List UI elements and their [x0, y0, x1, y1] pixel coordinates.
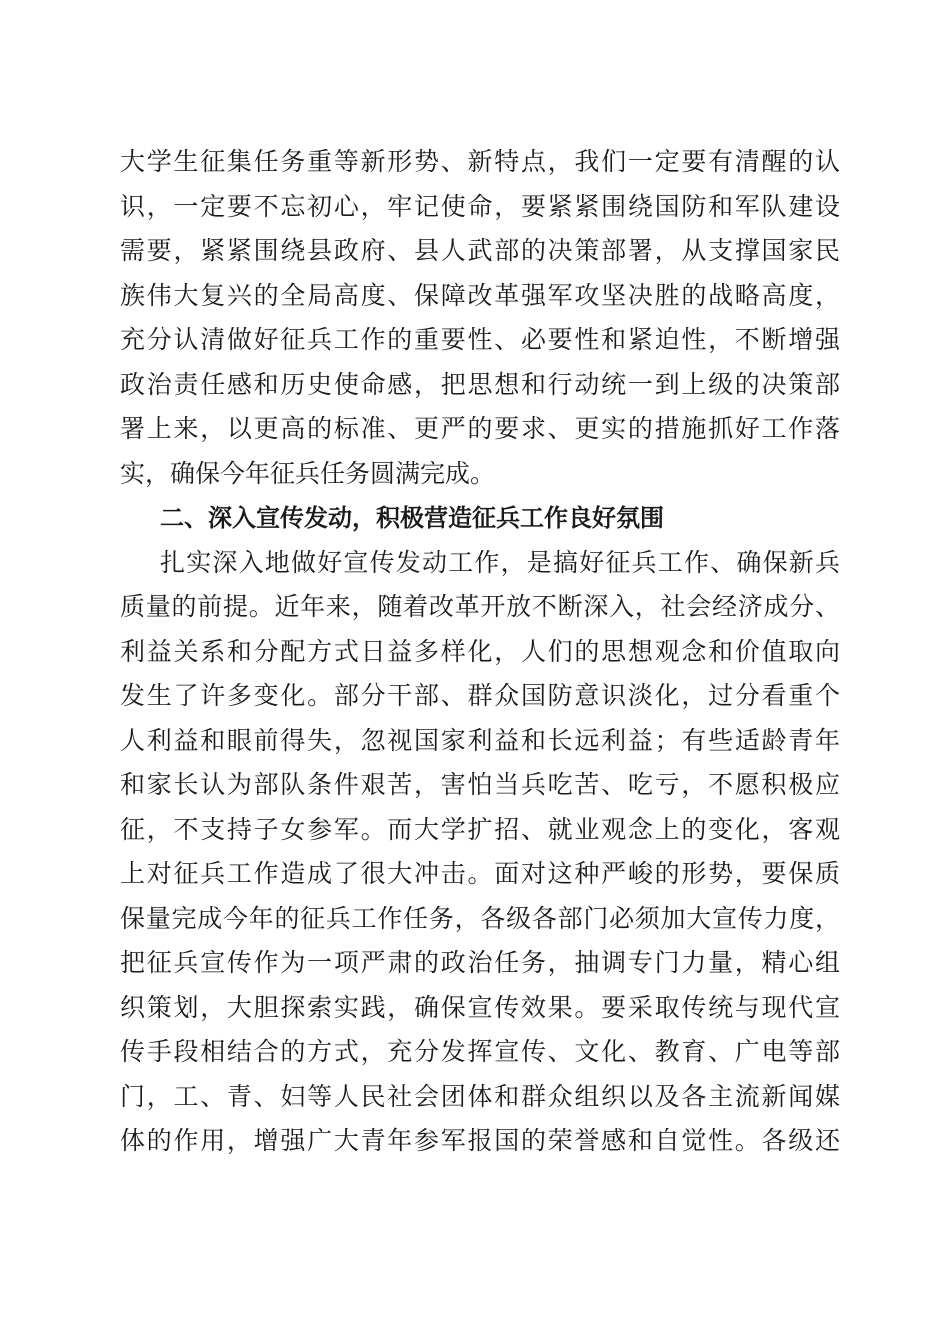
document-body [120, 140, 840, 1164]
paragraph-2-line: 保量完成今年的征兵工作任务，各级各部门必须加大宣传力度， [120, 903, 840, 933]
paragraph-2-line: 利益关系和分配方式日益多样化，人们的思想观念和价值取向 [120, 636, 840, 666]
paragraph-1-line: 大学生征集任务重等新形势、新特点，我们一定要有清醒的认 [120, 147, 840, 176]
paragraph-2-line: 体的作用，增强广大青年参军报国的荣誉感和自觉性。各级还 [120, 1126, 840, 1155]
paragraph-1-line: 需要，紧紧围绕县政府、县人武部的决策部署，从支撑国家民 [120, 236, 840, 265]
paragraph-2-line: 征，不支持子女参军。而大学扩招、就业观念上的变化，客观 [120, 814, 840, 844]
paragraph-1-line: 署上来，以更高的标准、更严的要求、更实的措施抓好工作落 [120, 414, 840, 443]
paragraph-1-line: 识，一定要不忘初心，牢记使命，要紧紧围绕国防和军队建设 [120, 191, 840, 221]
paragraph-1-line: 政治责任感和历史使命感，把思想和行动统一到上级的决策部 [120, 369, 840, 399]
section-heading: 二、深入宣传发动，积极营造征兵工作良好氛围 [160, 504, 664, 532]
paragraph-2-line: 质量的前提。近年来，随着改革开放不断深入，社会经济成分、 [120, 592, 840, 621]
paragraph-1-line: 实，确保今年征兵任务圆满完成。 [120, 458, 496, 488]
paragraph-2-line: 人利益和眼前得失，忽视国家利益和长远利益；有些适龄青年 [120, 725, 840, 755]
paragraph-1-line: 充分认清做好征兵工作的重要性、必要性和紧迫性，不断增强 [120, 325, 840, 354]
paragraph-2-line: 扎实深入地做好宣传发动工作，是搞好征兵工作、确保新兵 [160, 547, 840, 577]
paragraph-2-line: 织策划，大胆探索实践，确保宣传效果。要采取传统与现代宣 [120, 992, 840, 1022]
paragraph-2-line: 门，工、青、妇等人民社会团体和群众组织以及各主流新闻媒 [120, 1081, 840, 1111]
paragraph-2-line: 发生了许多变化。部分干部、群众国防意识淡化，过分看重个 [120, 681, 840, 710]
paragraph-1-line: 族伟大复兴的全局高度、保障改革强军攻坚决胜的战略高度， [120, 280, 840, 310]
paragraph-2-line: 和家长认为部队条件艰苦，害怕当兵吃苦、吃亏，不愿积极应 [120, 770, 840, 799]
paragraph-2-line: 上对征兵工作造成了很大冲击。面对这种严峻的形势，要保质 [120, 859, 840, 888]
paragraph-2-line: 把征兵宣传作为一项严肃的政治任务，抽调专门力量，精心组 [120, 948, 840, 977]
paragraph-2-line: 传手段相结合的方式，充分发挥宣传、文化、教育、广电等部 [120, 1037, 840, 1066]
